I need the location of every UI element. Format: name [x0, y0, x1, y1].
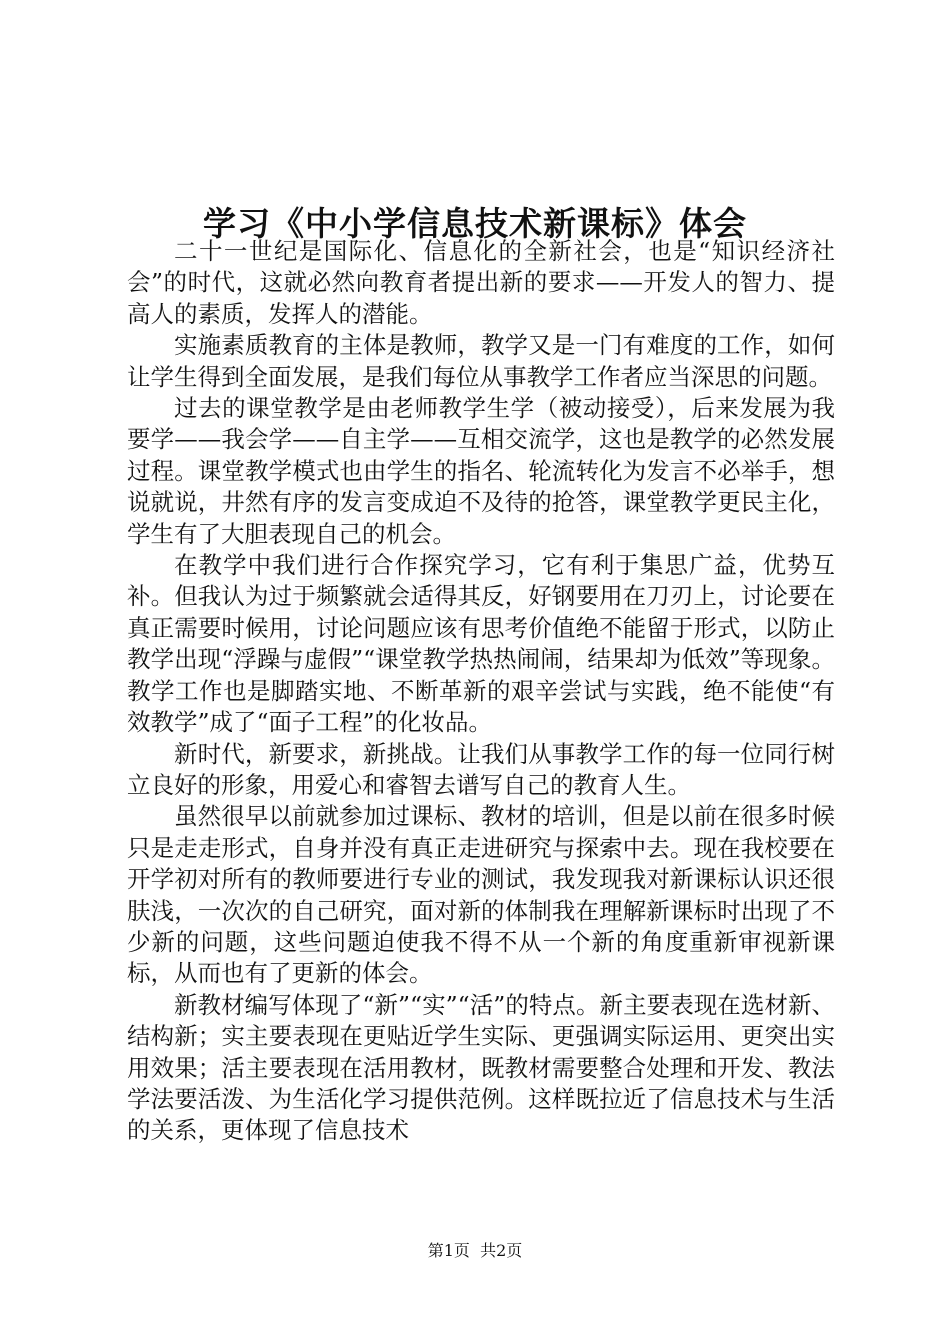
- paragraph: 实施素质教育的主体是教师，教学又是一门有难度的工作，如何让学生得到全面发展，是我们每位从事教学工作者应当深思的问题。: [127, 331, 835, 391]
- paragraph: 新教材编写体现了“新”“实”“活”的特点。新主要表现在选材新、结构新；实主要表现在更贴近学生实际、更强调实际运用、更突出实用效果；活主要表现在活用教材，既教材需要整合处理和开发、教法学法要活泼、为生活化学习提供范例。这样既拉近了信息技术与生活的关系，更体现了信息技术: [127, 990, 835, 1145]
- document-body: [127, 236, 835, 1147]
- paragraph: 新时代，新要求，新挑战。让我们从事教学工作的每一位同行树立良好的形象，用爱心和睿智去谱写自己的教育人生。: [127, 739, 835, 799]
- document-title: 学习《中小学信息技术新课标》体会: [203, 204, 747, 244]
- page-footer: 第1页 共2页: [427, 1241, 523, 1260]
- paragraph: 过去的课堂教学是由老师教学生学（被动接受），后来发展为我要学——我会学——自主学——互相交流学，这也是教学的必然发展过程。课堂教学模式也由学生的指名、轮流转化为发言不必举手，想说就说，井然有序的发言变成迫不及待的抢答，课堂教学更民主化，学生有了大胆表现自己的机会。: [127, 394, 835, 548]
- paragraph: 虽然很早以前就参加过课标、教材的培训，但是以前在很多时候只是走走形式，自身并没有真正走进研究与探索中去。现在我校要在开学初对所有的教师要进行专业的测试，我发现我对新课标认识还很肤浅，一次次的自己研究，面对新的体制我在理解新课标时出现了不少新的问题，这些问题迫使我不得不从一个新的角度重新审视新课标，从而也有了更新的体会。: [127, 802, 835, 988]
- paragraph: 在教学中我们进行合作探究学习，它有利于集思广益，优势互补。但我认为过于频繁就会适得其反，好钢要用在刀刃上，讨论要在真正需要时候用，讨论问题应该有思考价值绝不能留于形式，以防止教学出现“浮躁与虚假”“课堂教学热热闹闹，结果却为低效”等现象。教学工作也是脚踏实地、不断革新的艰辛尝试与实践，绝不能使“有效教学”成了“面子工程”的化妆品。: [127, 551, 835, 737]
- paragraph: 二十一世纪是国际化、信息化的全新社会，也是“知识经济社会”的时代，这就必然向教育者提出新的要求——开发人的智力、提高人的素质，发挥人的潜能。: [127, 237, 835, 328]
